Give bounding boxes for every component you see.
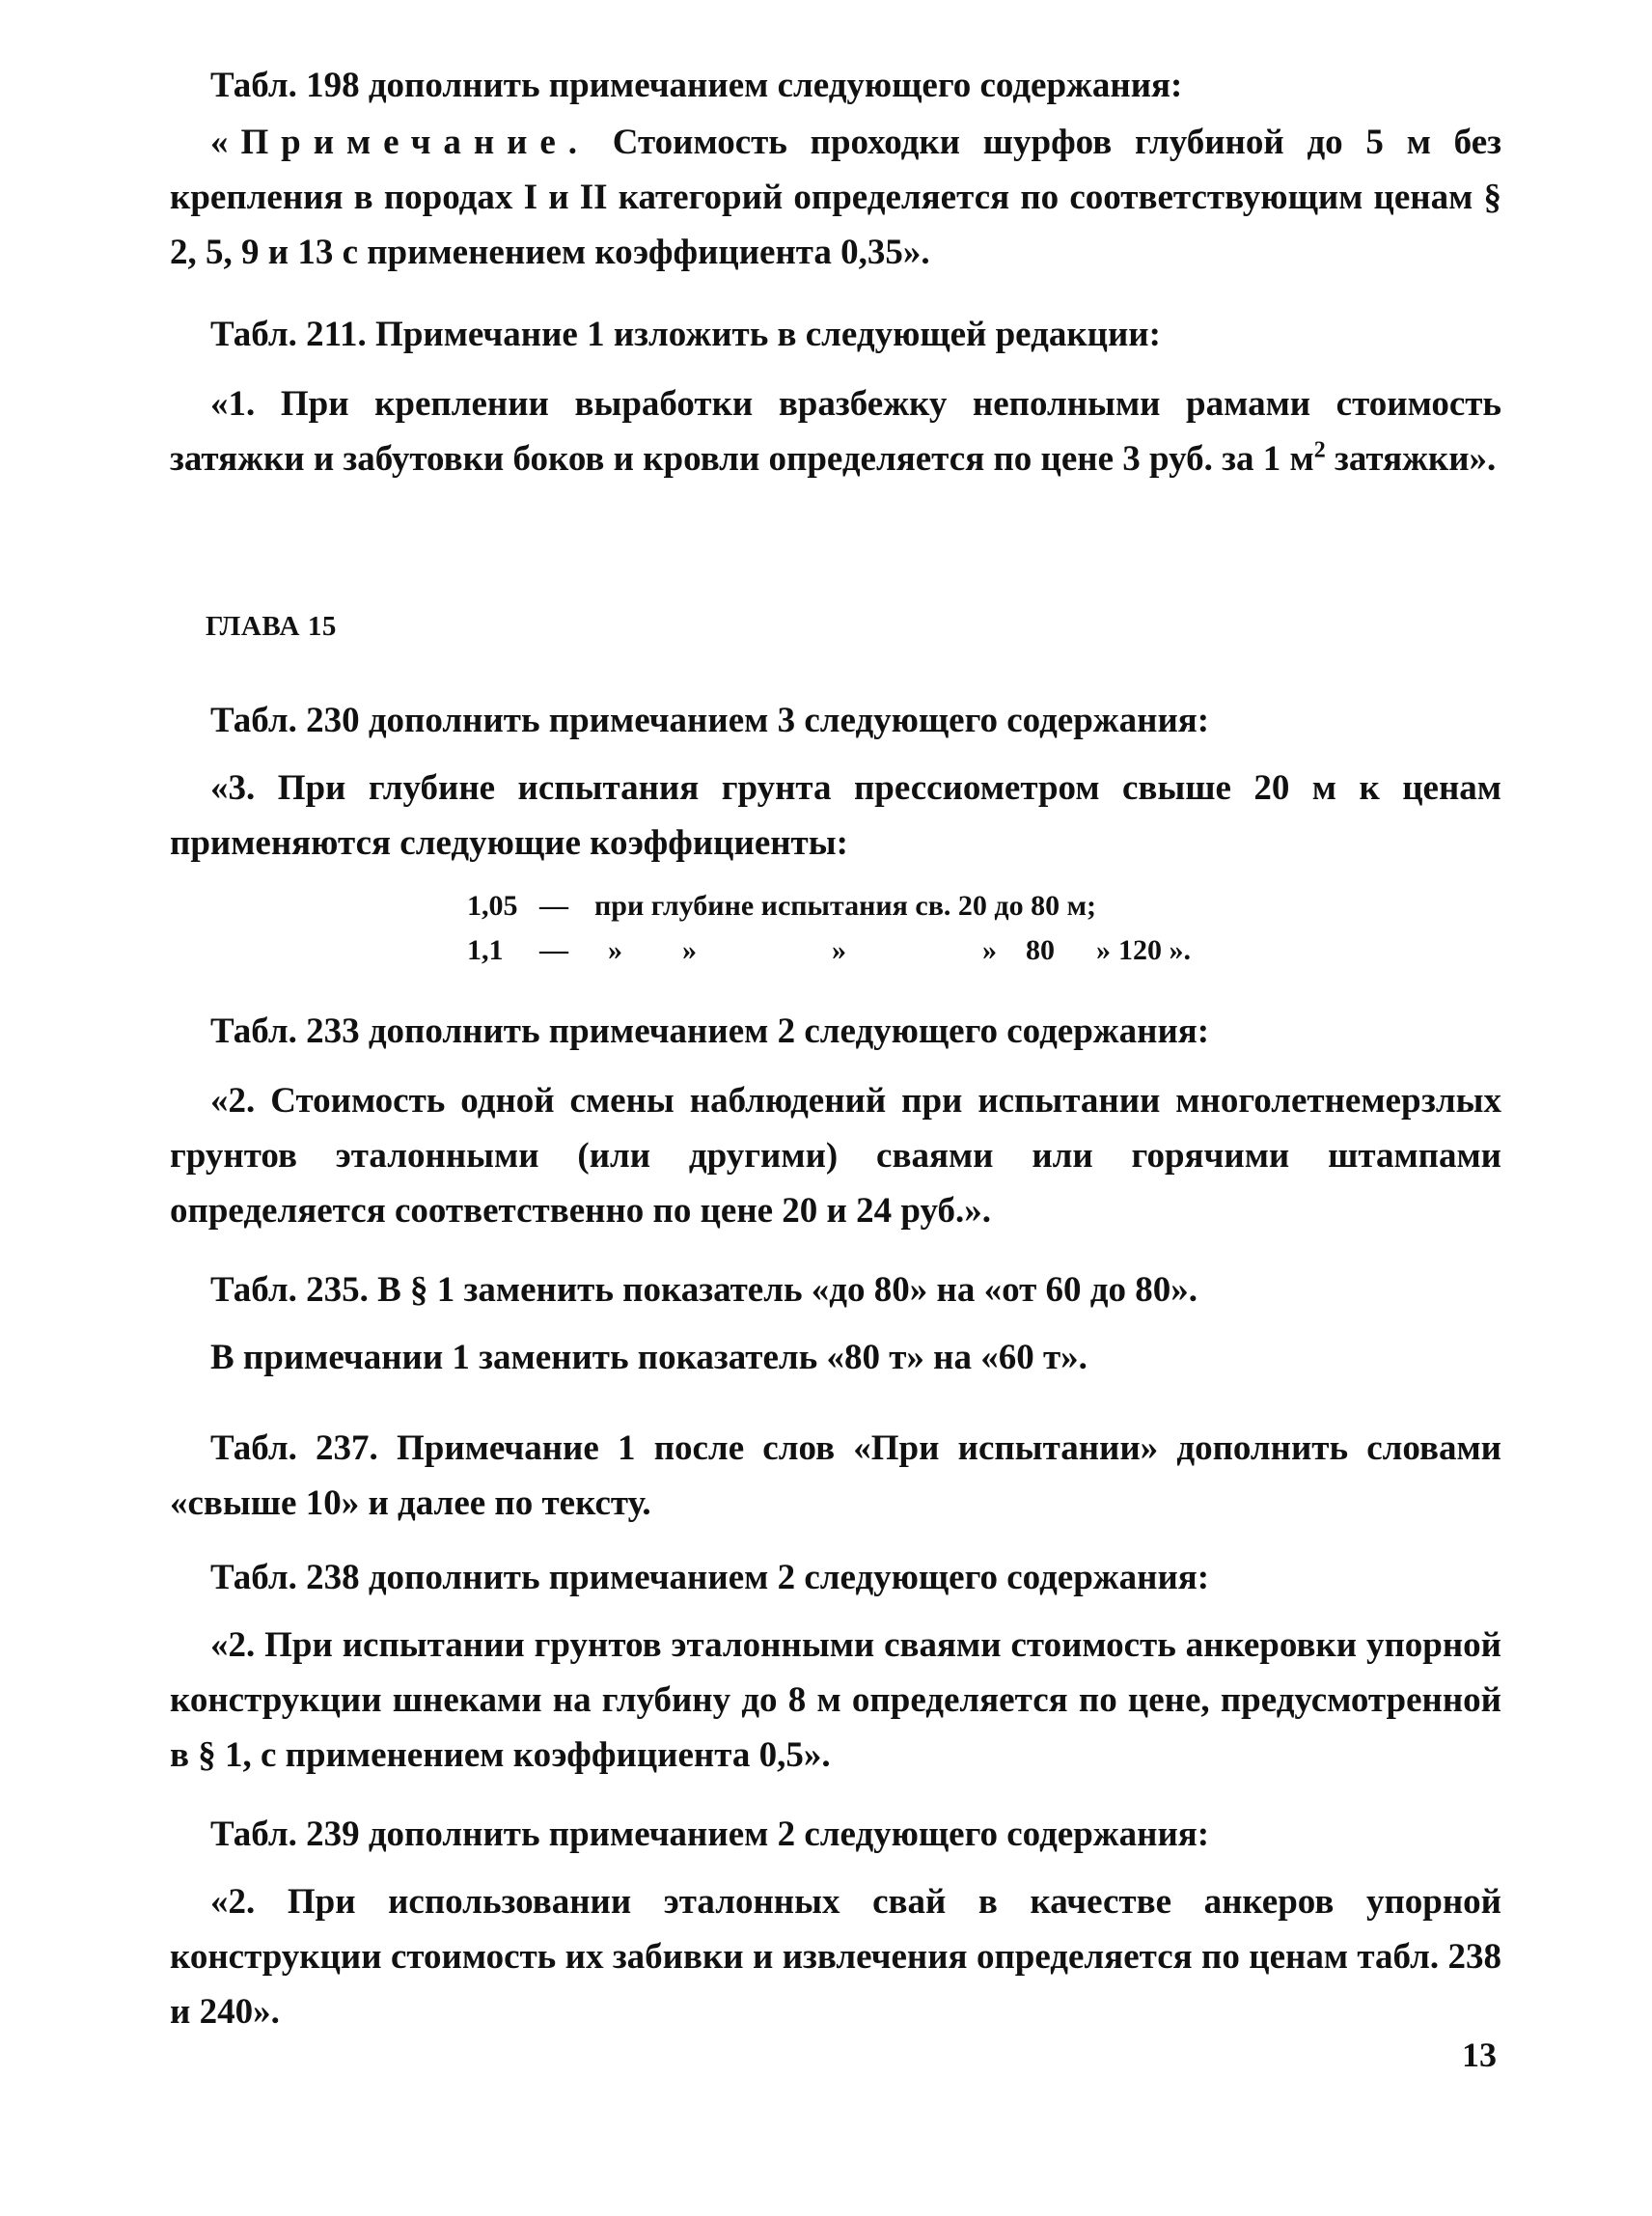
depth-from: 80 xyxy=(1026,934,1055,966)
table-238-heading: Табл. 238 дополнить примечанием 2 следующего содержания: xyxy=(210,1558,1210,1597)
table-198-note xyxy=(170,115,1501,280)
note-label: «Примечание. xyxy=(210,123,590,162)
chapter-heading: ГЛАВА 15 xyxy=(206,611,337,642)
table-239-heading: Табл. 239 дополнить примечанием 2 следующего содержания: xyxy=(210,1814,1210,1854)
table-230-heading: Табл. 230 дополнить примечанием 3 следующего содержания: xyxy=(210,701,1210,740)
table-239-note: «2. При использовании эталонных свай в качестве анкеров упорной конструкции стоимость их забивки и извлечения определяется по ценам табл. 238 и 240». xyxy=(170,1882,1501,2032)
coefficient-value: 1,1 xyxy=(467,934,504,966)
table-211-heading: Табл. 211. Примечание 1 изложить в следующей редакции: xyxy=(210,315,1161,354)
superscript-2: 2 xyxy=(1313,437,1326,463)
depth-to: 120 ». xyxy=(1118,934,1191,966)
table-233-note: «2. Стоимость одной смены наблюдений при испытании многолетнемерзлых грунтов эталонными (или другими) сваями или горячими штампами определяется соответственно по цене 20 и 24 руб.». xyxy=(170,1081,1501,1231)
note-body: Стоимость проходки шурфов глубиной до 5 м без крепления в породах I и II категорий определяется по соответствующим ценам § 2, 5, 9 и 13 с применением коэффициента 0,35». xyxy=(170,123,1501,272)
dash: — xyxy=(539,934,568,966)
coefficient-value: 1,05 xyxy=(467,890,518,922)
table-237-note: Табл. 237. Примечание 1 после слов «При испытании» дополнить словами «свыше 10» и далее по тексту. xyxy=(170,1428,1501,1523)
note-text-a: «1. При креплении выработки вразбежку неполными рамами стоимость затяжки и забутовки боков и кровли определяется по цене 3 руб. за 1 м xyxy=(170,384,1501,479)
coefficient-table xyxy=(170,890,1501,996)
table-235-heading: Табл. 235. В § 1 заменить показатель «до 80» на «от 60 до 80». xyxy=(210,1270,1198,1310)
dash: — xyxy=(539,890,568,922)
ditto-mark: » xyxy=(982,934,997,966)
ditto-mark: » xyxy=(608,934,622,966)
table-211-note xyxy=(170,376,1501,486)
note-text-b: затяжки». xyxy=(1325,439,1497,479)
table-233-heading: Табл. 233 дополнить примечанием 2 следующего содержания: xyxy=(210,1011,1210,1051)
table-238-note: «2. При испытании грунтов эталонными сваями стоимость анкеровки упорной конструкции шнеками на глубину до 8 м определяется по цене, предусмотренной в § 1, с применением коэффициента 0,5». xyxy=(170,1625,1501,1775)
ditto-mark: » xyxy=(1096,934,1111,966)
table-198-heading: Табл. 198 дополнить примечанием следующего содержания: xyxy=(210,66,1183,105)
ditto-mark: » xyxy=(832,934,846,966)
table-230-note: «3. При глубине испытания грунта прессиометром свыше 20 м к ценам применяются следующие коэффициенты: xyxy=(170,768,1501,863)
table-235-note: В примечании 1 заменить показатель «80 т» на «60 т». xyxy=(210,1338,1088,1377)
page-number: 13 xyxy=(1462,2036,1497,2074)
ditto-mark: » xyxy=(682,934,697,966)
coefficient-row xyxy=(170,890,1501,932)
coefficient-condition: при глубине испытания св. 20 до 80 м; xyxy=(594,890,1097,922)
coefficient-row xyxy=(170,934,1501,977)
